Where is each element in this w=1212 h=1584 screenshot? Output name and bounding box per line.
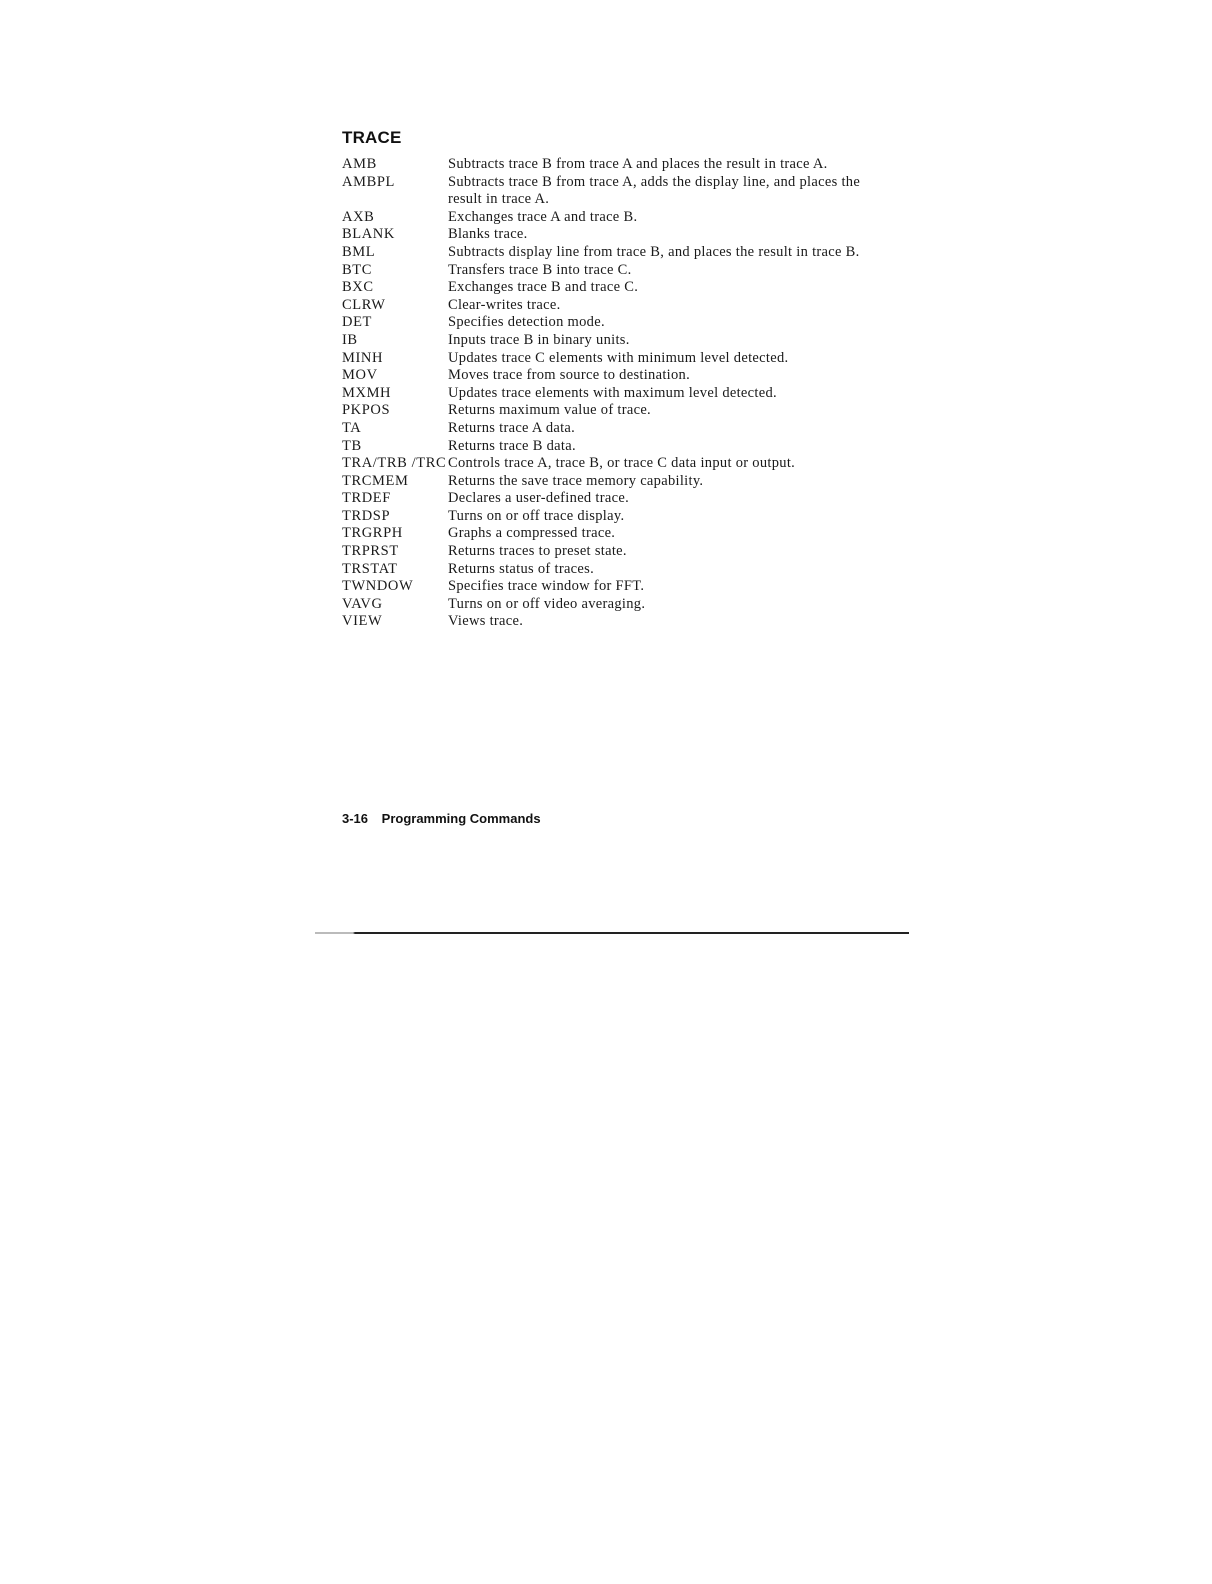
command-row bbox=[342, 543, 862, 561]
command-name: AXB bbox=[342, 208, 375, 225]
command-row bbox=[342, 332, 862, 350]
command-row bbox=[342, 262, 862, 280]
page-number: 3-16 bbox=[342, 811, 369, 826]
command-row bbox=[342, 420, 862, 438]
command-description: Declares a user-defined trace. bbox=[448, 490, 629, 507]
command-description: Subtracts trace B from trace A, adds the display line, and places the result in trace A. bbox=[448, 173, 861, 208]
command-name: TRA/TRB /TRC bbox=[342, 455, 447, 472]
command-name: CLRW bbox=[342, 296, 386, 313]
command-name: IB bbox=[342, 331, 358, 348]
command-name: TB bbox=[342, 437, 362, 454]
command-name: TRPRST bbox=[342, 543, 399, 560]
command-description: Controls trace A, trace B, or trace C data input or output. bbox=[448, 455, 796, 472]
command-row bbox=[342, 156, 862, 174]
command-description: Returns the save trace memory capability. bbox=[448, 472, 704, 489]
command-description: Specifies trace window for FFT. bbox=[448, 578, 645, 595]
command-description: Turns on or off video averaging. bbox=[448, 595, 646, 612]
command-name: TRCMEM bbox=[342, 472, 409, 489]
command-description: Returns trace B data. bbox=[448, 437, 576, 454]
command-row bbox=[342, 473, 862, 491]
command-description: Specifies detection mode. bbox=[448, 314, 605, 331]
command-name: VAVG bbox=[342, 595, 383, 612]
bottom-rule bbox=[315, 932, 909, 934]
command-name: BTC bbox=[342, 261, 372, 278]
command-name: TWNDOW bbox=[342, 578, 414, 595]
command-name: TA bbox=[342, 419, 362, 436]
command-row bbox=[342, 174, 862, 209]
command-row bbox=[342, 226, 862, 244]
command-description: Moves trace from source to destination. bbox=[448, 367, 691, 384]
command-name: AMB bbox=[342, 156, 377, 172]
command-description: Blanks trace. bbox=[448, 226, 528, 243]
command-name: TRDSP bbox=[342, 507, 391, 524]
command-row bbox=[342, 561, 862, 579]
page-footer bbox=[342, 811, 541, 826]
command-name: BLANK bbox=[342, 226, 395, 243]
command-name: MXMH bbox=[342, 384, 392, 401]
command-row bbox=[342, 438, 862, 456]
command-name: MINH bbox=[342, 349, 384, 366]
command-description: Updates trace elements with maximum level detected. bbox=[448, 384, 777, 401]
command-row bbox=[342, 385, 862, 403]
command-row bbox=[342, 367, 862, 385]
command-description: Returns status of traces. bbox=[448, 560, 595, 577]
command-row bbox=[342, 525, 862, 543]
command-list bbox=[342, 156, 862, 631]
command-row bbox=[342, 297, 862, 315]
command-description: Subtracts display line from trace B, and places the result in trace B. bbox=[448, 243, 860, 260]
command-row bbox=[342, 578, 862, 596]
command-description: Graphs a compressed trace. bbox=[448, 525, 616, 542]
command-description: Exchanges trace A and trace B. bbox=[448, 208, 638, 225]
command-description: Clear-writes trace. bbox=[448, 296, 561, 313]
command-row bbox=[342, 402, 862, 420]
command-description: Subtracts trace B from trace A and places the result in trace A. bbox=[448, 156, 828, 172]
command-row bbox=[342, 596, 862, 614]
command-description: Returns trace A data. bbox=[448, 419, 576, 436]
command-name: BML bbox=[342, 243, 376, 260]
command-description: Transfers trace B into trace C. bbox=[448, 261, 632, 278]
command-name: BXC bbox=[342, 279, 374, 296]
command-name: MOV bbox=[342, 367, 378, 384]
command-row bbox=[342, 350, 862, 368]
command-name: PKPOS bbox=[342, 402, 391, 419]
command-description: Inputs trace B in binary units. bbox=[448, 331, 630, 348]
command-name: TRSTAT bbox=[342, 560, 398, 577]
command-row bbox=[342, 508, 862, 526]
command-description: Views trace. bbox=[448, 613, 524, 630]
command-row bbox=[342, 244, 862, 262]
command-row bbox=[342, 279, 862, 297]
command-row bbox=[342, 209, 862, 227]
command-description: Returns maximum value of trace. bbox=[448, 402, 651, 419]
command-description: Exchanges trace B and trace C. bbox=[448, 279, 639, 296]
command-row bbox=[342, 613, 862, 631]
command-description: Turns on or off trace display. bbox=[448, 507, 625, 524]
command-name: TRGRPH bbox=[342, 525, 403, 542]
chapter-title: Programming Commands bbox=[381, 811, 541, 826]
command-row bbox=[342, 490, 862, 508]
command-row bbox=[342, 314, 862, 332]
command-row bbox=[342, 455, 862, 473]
command-name: DET bbox=[342, 314, 372, 331]
command-name: TRDEF bbox=[342, 490, 391, 507]
command-description: Returns traces to preset state. bbox=[448, 543, 627, 560]
command-name: VIEW bbox=[342, 613, 383, 630]
command-name: AMBPL bbox=[342, 173, 395, 190]
command-description: Updates trace C elements with minimum level detected. bbox=[448, 349, 789, 366]
section-title: TRACE bbox=[342, 128, 402, 147]
